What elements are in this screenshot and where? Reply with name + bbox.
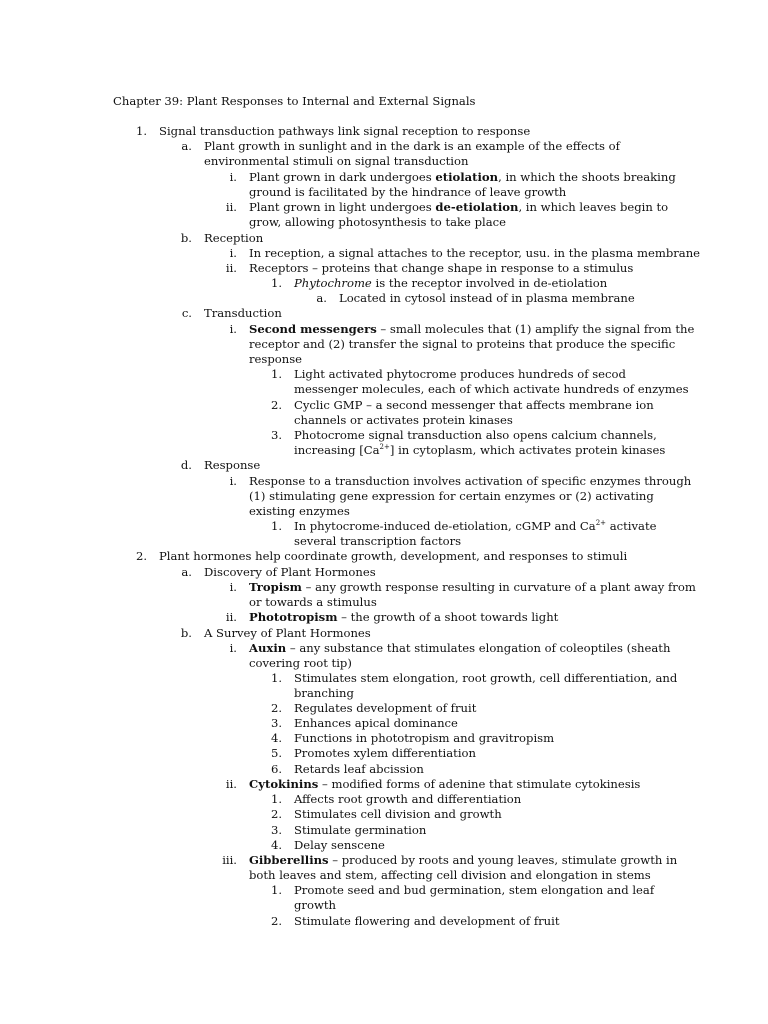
list-item-text: Stimulate flowering and development of fruit (294, 914, 560, 928)
list-number: 1. (270, 792, 282, 806)
list-item-text: Plant grown in dark undergoes etiolation, in which the shoots breaking (249, 170, 676, 184)
list-letter: b. (180, 231, 192, 245)
list-item-text: increasing $[Ca^{2+}]$ in cytoplasm, which activates protein kinases (294, 443, 666, 457)
list-item-text: Plant growth in sunlight and in the dark is an example of the effects of (204, 139, 620, 153)
list-item-text: Cytokinins – modified forms of adenine that stimulate cytokinesis (249, 777, 641, 791)
list-item-text: Phototropism – the growth of a shoot towards light (249, 610, 559, 624)
list-item-text: Light activated phytocrome produces hundreds of secod (294, 367, 626, 381)
list-item-text: Second messengers – small molecules that (1) amplify the signal from the (249, 322, 695, 336)
list-roman: i. (229, 322, 237, 336)
list-roman: ii. (225, 200, 237, 214)
list-item-text: Response to a transduction involves activation of specific enzymes through (249, 474, 692, 488)
list-item-text: several transcription factors (294, 534, 462, 548)
list-item-text: Retards leaf abcission (294, 762, 424, 776)
list-number: 2. (270, 398, 282, 412)
list-item-text: In phytocrome-induced de-etiolation, cGMP and $Ca^{2+}$ activate (294, 519, 657, 533)
list-letter: b. (180, 626, 192, 640)
list-number: 2. (270, 914, 282, 928)
list-item-text: Tropism – any growth response resulting in curvature of a plant away from (249, 580, 696, 594)
list-number: 1. (270, 367, 282, 381)
list-number: 1. (270, 519, 282, 533)
list-item-text: Receptors – proteins that change shape in response to a stimulus (249, 261, 634, 275)
list-letter: a. (316, 291, 327, 305)
list-number: 1. (135, 124, 147, 138)
list-item-text: Plant hormones help coordinate growth, development, and responses to stimuli (159, 549, 628, 563)
list-item-text: Reception (204, 231, 264, 245)
list-item-text: Auxin – any substance that stimulates elongation of coleoptiles (sheath (249, 641, 671, 655)
list-item-text: growth (294, 898, 336, 912)
list-item-text: Gibberellins – produced by roots and young leaves, stimulate growth in (249, 853, 678, 867)
list-number: 1. (270, 276, 282, 290)
term-bold: Auxin (249, 641, 287, 655)
list-letter: d. (180, 458, 192, 472)
term-italic: Phytochrome (294, 276, 372, 290)
list-number: 2. (135, 549, 147, 563)
term-bold: Cytokinins (249, 777, 319, 791)
list-item-text: Cyclic GMP – a second messenger that affects membrane ion (294, 398, 654, 412)
list-item-text: Functions in phototropism and gravitropism (294, 731, 555, 745)
term-bold: Second messengers (249, 322, 377, 336)
term-bold: etiolation (435, 170, 499, 184)
list-item-text: existing enzymes (249, 504, 350, 518)
term-bold: de-etiolation (435, 200, 519, 214)
list-number: 3. (270, 428, 282, 442)
term-bold: Gibberellins (249, 853, 329, 867)
list-item-text: or towards a stimulus (249, 595, 377, 609)
list-roman: i. (229, 580, 237, 594)
list-item-text: Enhances apical dominance (294, 716, 458, 730)
list-number: 1. (270, 883, 282, 897)
list-roman: i. (229, 246, 237, 260)
list-item-text: A Survey of Plant Hormones (204, 626, 371, 640)
page-title: Chapter 39: Plant Responses to Internal and External Signals (113, 94, 476, 108)
list-item-text: Stimulates cell division and growth (294, 807, 502, 821)
list-item-text: channels or activates protein kinases (294, 413, 513, 427)
list-number: 2. (270, 807, 282, 821)
list-item-text: Signal transduction pathways link signal reception to response (159, 124, 531, 138)
list-item-text: Discovery of Plant Hormones (204, 565, 376, 579)
list-item-text: Stimulates stem elongation, root growth, cell differentiation, and (294, 671, 678, 685)
list-item-text: receptor and (2) transfer the signal to proteins that produce the specific (249, 337, 676, 351)
list-item-text: covering root tip) (249, 656, 352, 670)
list-roman: ii. (225, 610, 237, 624)
term-bold: Phototropism (249, 610, 338, 624)
list-item-text: Stimulate germination (294, 823, 427, 837)
list-number: 3. (270, 823, 282, 837)
list-roman: ii. (225, 261, 237, 275)
list-letter: a. (181, 139, 192, 153)
list-item-text: Plant grown in light undergoes de-etiolation, in which leaves begin to (249, 200, 669, 214)
term-bold: Tropism (249, 580, 302, 594)
list-item-text: Phytochrome is the receptor involved in de-etiolation (294, 276, 608, 290)
list-number: 3. (270, 716, 282, 730)
list-item-text: (1) stimulating gene expression for certain enzymes or (2) activating (249, 489, 654, 503)
list-roman: ii. (225, 777, 237, 791)
list-item-text: Response (204, 458, 261, 472)
list-number: 2. (270, 701, 282, 715)
list-item-text: Promotes xylem differentiation (294, 746, 476, 760)
list-item-text: Delay senscene (294, 838, 385, 852)
list-roman: iii. (222, 853, 237, 867)
list-item-text: Regulates development of fruit (294, 701, 477, 715)
list-number: 4. (270, 838, 282, 852)
list-item-text: response (249, 352, 303, 366)
list-item-text: Affects root growth and differentiation (294, 792, 522, 806)
list-roman: i. (229, 474, 237, 488)
list-number: 5. (270, 746, 282, 760)
list-item-text: branching (294, 686, 354, 700)
list-item-text: both leaves and stem, affecting cell division and elongation in stems (249, 868, 651, 882)
list-number: 1. (270, 671, 282, 685)
list-roman: i. (229, 641, 237, 655)
list-item-text: Located in cytosol instead of in plasma membrane (339, 291, 635, 305)
list-item-text: environmental stimuli on signal transduction (204, 154, 469, 168)
list-item-text: grow, allowing photosynthesis to take place (249, 215, 506, 229)
list-item-text: Transduction (204, 306, 282, 320)
superscript: 2+ (595, 519, 607, 528)
list-letter: c. (181, 306, 192, 320)
list-item-text: Promote seed and bud germination, stem elongation and leaf (294, 883, 655, 897)
list-item-text: ground is facilitated by the hindrance of leave growth (249, 185, 567, 199)
list-number: 6. (270, 762, 282, 776)
superscript: 2+ (379, 443, 390, 452)
list-roman: i. (229, 170, 237, 184)
list-item-text: In reception, a signal attaches to the receptor, usu. in the plasma membrane (249, 246, 701, 260)
list-number: 4. (270, 731, 282, 745)
list-item-text: messenger molecules, each of which activate hundreds of enzymes (294, 382, 689, 396)
list-item-text: Photocrome signal transduction also opens calcium channels, (294, 428, 657, 442)
list-letter: a. (181, 565, 192, 579)
